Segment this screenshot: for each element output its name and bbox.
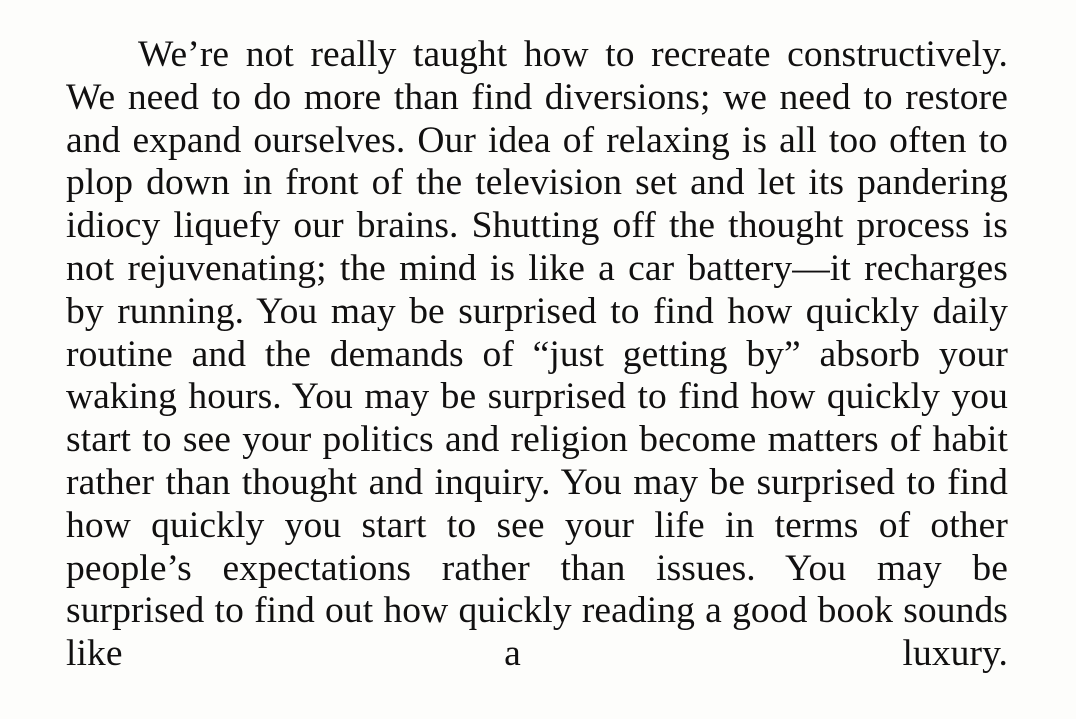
body-paragraph: We’re not really taught how to recreate constructively. We need to do more than find diversions; we need to restore and expand ourselves. Our idea of relaxing is all too often to plop down in front of the television set and let its pandering idiocy liquefy our brains. Shutting off the thought process is not rejuvenating; the mind is like a car battery—it recharges by running. You may be surprised to find how quickly daily routine and the demands of “just getting by” absorb your waking hours. You may be surprised to find how quickly you start to see your politics and religion become matters of habit rather than thought and inquiry. You may be surprised to find how quickly you start to see your life in terms of other people’s expectations rather than issues. You may be surprised to find out how quickly reading a good book sounds like a luxury.: [66, 34, 1008, 675]
